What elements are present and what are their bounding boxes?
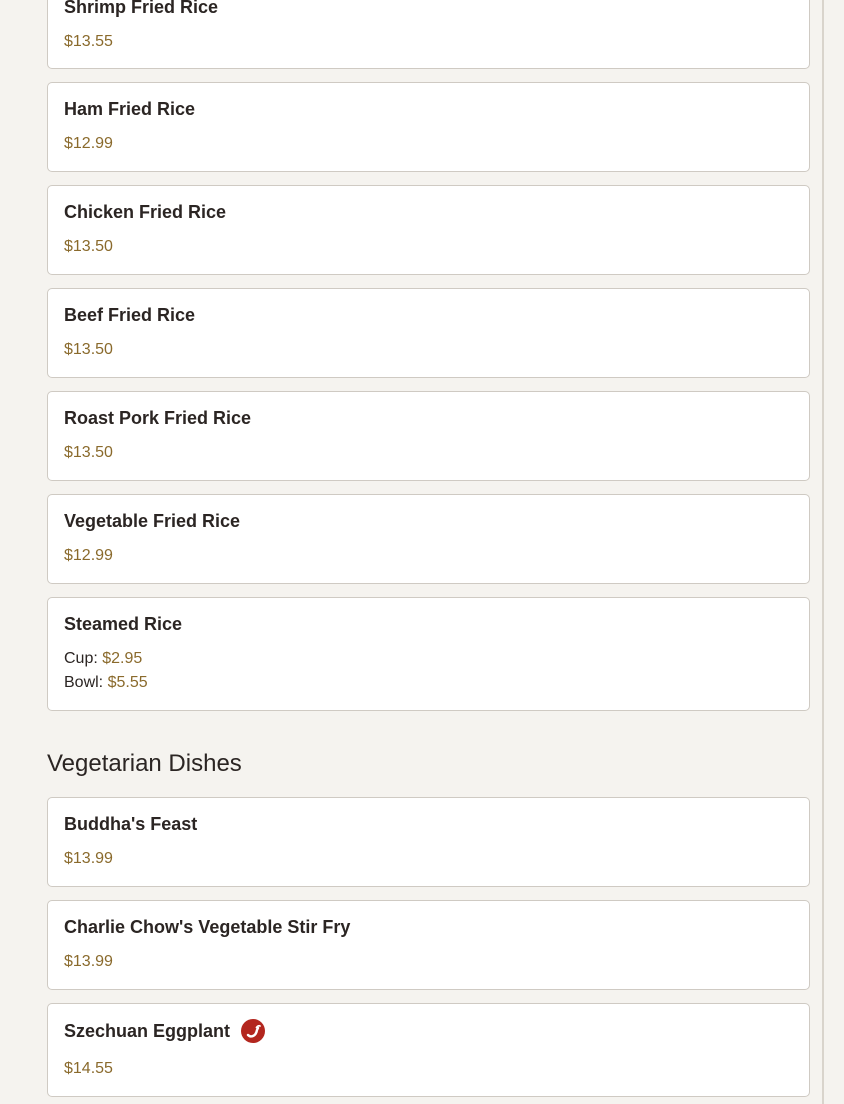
menu-item-card[interactable] xyxy=(47,494,810,584)
menu-item-name: Beef Fried Rice xyxy=(64,305,196,325)
bowl-label: Bowl: xyxy=(64,674,104,691)
menu-item-price: $13.99 xyxy=(64,850,113,867)
menu-item-card[interactable] xyxy=(47,900,810,990)
cup-price: $2.95 xyxy=(102,650,143,667)
menu-item-name: Szechuan Eggplant xyxy=(64,1020,231,1041)
menu-item-price: $14.55 xyxy=(64,1060,113,1077)
menu-item-price: $13.99 xyxy=(64,953,113,970)
page-edge-divider xyxy=(822,0,824,1104)
section-heading-vegetarian: Vegetarian Dishes xyxy=(47,750,242,777)
menu-item-name: Roast Pork Fried Rice xyxy=(64,408,252,428)
menu-item-price: $13.50 xyxy=(64,341,113,358)
menu-item-name-with-icon xyxy=(64,1020,265,1044)
menu-item-price: $13.55 xyxy=(64,33,113,50)
menu-item-price: $13.50 xyxy=(64,444,113,461)
menu-item-name: Steamed Rice xyxy=(64,614,183,634)
menu-item-name: Charlie Chow's Vegetable Stir Fry xyxy=(64,917,351,937)
menu-item-card[interactable] xyxy=(47,185,810,275)
menu-item-name: Ham Fried Rice xyxy=(64,99,196,119)
menu-item-price: $13.50 xyxy=(64,238,113,255)
menu-item-card[interactable] xyxy=(47,82,810,172)
menu-item-name: Shrimp Fried Rice xyxy=(64,0,219,17)
spicy-pepper-icon xyxy=(241,1019,265,1043)
menu-item-card[interactable] xyxy=(47,797,810,887)
menu-item-card[interactable] xyxy=(47,288,810,378)
bowl-price-line xyxy=(64,674,148,692)
menu-item-price: $12.99 xyxy=(64,135,113,152)
menu-item-price: $12.99 xyxy=(64,547,113,564)
menu-item-card[interactable] xyxy=(47,391,810,481)
menu-item-card-steamed-rice[interactable] xyxy=(47,597,810,711)
menu-item-card[interactable] xyxy=(47,0,810,69)
menu-item-name: Vegetable Fried Rice xyxy=(64,511,241,531)
menu-item-name: Chicken Fried Rice xyxy=(64,202,227,222)
bowl-price: $5.55 xyxy=(107,674,148,691)
cup-label: Cup: xyxy=(64,650,98,667)
menu-item-name: Buddha's Feast xyxy=(64,814,198,834)
cup-price-line xyxy=(64,650,142,668)
menu-item-card[interactable] xyxy=(47,1003,810,1097)
